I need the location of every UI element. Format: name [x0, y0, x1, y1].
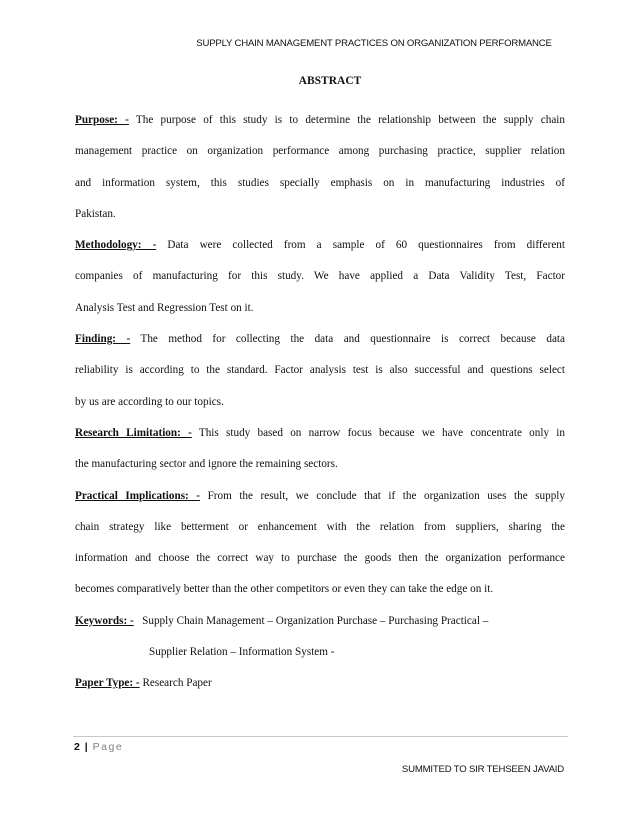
- running-header: SUPPLY CHAIN MANAGEMENT PRACTICES ON ORGANIZATION PERFORMANCE: [196, 38, 552, 49]
- paper-type-value: Research Paper: [142, 677, 212, 690]
- submitted-to: SUMMITED TO SIR TEHSEEN JAVAID: [401, 764, 564, 775]
- purpose-line-1: Purpose: - The purpose of this study is to determine the relationship between the supply chain: [75, 114, 565, 126]
- finding-line-1: Finding: - The method for collecting the data and questionnaire is correct because data: [75, 333, 565, 346]
- practical-implications-line-3: information and choose the correct way to purchase the goods then the organization performance: [75, 552, 565, 565]
- footer-divider: [73, 736, 568, 737]
- methodology-line-3: Analysis Test and Regression Test on it.: [75, 301, 254, 314]
- abstract-title: ABSTRACT: [298, 75, 362, 87]
- practical-implications-label: Practical Implications: -: [75, 489, 201, 502]
- purpose-line-4: Pakistan.: [75, 207, 116, 220]
- keywords-label: Keywords: -: [75, 614, 134, 627]
- purpose-line-2: management practice on organization performance among purchasing practice, supplier relation: [75, 145, 565, 158]
- research-limitation-line-1: Research Limitation: - This study based on narrow focus because we have concentrate only in: [75, 426, 565, 439]
- practical-implications-line-2: chain strategy like betterment or enhancement with the relation from suppliers, sharing the: [75, 520, 565, 533]
- methodology-line-1: Methodology: - Data were collected from a sample of 60 questionnaires from different: [75, 239, 565, 252]
- abstract-body: [75, 112, 565, 707]
- page-number: 2 | Page: [74, 741, 124, 753]
- research-limitation-label: Research Limitation: -: [75, 426, 192, 439]
- practical-implications-line-4: becomes comparatively better than the other competitors or even they can take the edge on it.: [75, 583, 494, 596]
- keywords-line-1: Keywords: - Supply Chain Management – Organization Purchase – Purchasing Practical –: [75, 614, 489, 627]
- methodology-label: Methodology: -: [75, 239, 157, 252]
- keywords-line-2: Supplier Relation – Information System -: [149, 646, 335, 659]
- methodology-line-2: companies of manufacturing for this study. We have applied a Data Validity Test, Factor: [75, 270, 565, 283]
- finding-label: Finding: -: [75, 333, 131, 346]
- finding-line-2: reliability is according to the standard. Factor analysis test is also successful and questions select: [75, 364, 565, 377]
- finding-line-3: by us are according to our topics.: [75, 395, 224, 408]
- paper-type-label: Paper Type: -: [75, 677, 140, 690]
- purpose-label: Purpose: -: [75, 114, 129, 126]
- paper-type-line: [75, 675, 565, 706]
- research-limitation-line-2: the manufacturing sector and ignore the remaining sectors.: [75, 458, 338, 471]
- purpose-line-3: and information system, this studies specially emphasis on in manufacturing industries of: [75, 176, 565, 189]
- practical-implications-line-1: Practical Implications: - From the result, we conclude that if the organization uses the supply: [75, 489, 565, 502]
